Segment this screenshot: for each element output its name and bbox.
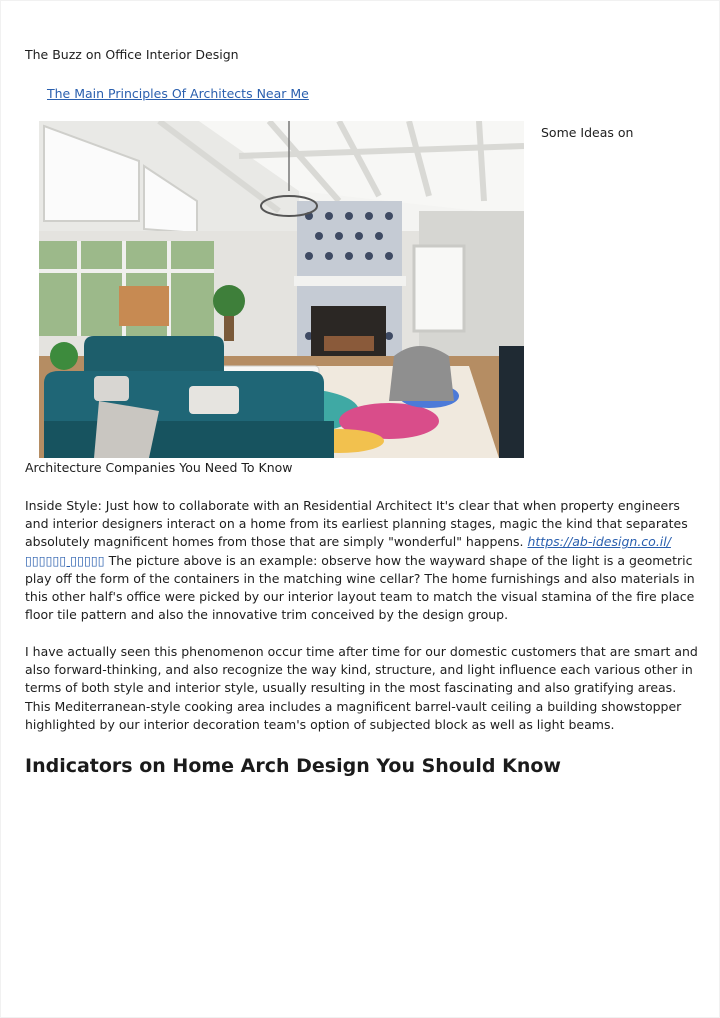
intro-title-line: The Buzz on Office Interior Design (25, 47, 239, 62)
paragraph-1 (25, 497, 701, 624)
ab-idesign-link[interactable]: https://ab-idesign.co.il/ ▯▯▯▯▯▯ ▯▯▯▯▯ (25, 534, 671, 568)
section-heading: Indicators on Home Arch Design You Should Know (25, 755, 561, 777)
image-caption: Architecture Companies You Need To Know (25, 460, 293, 475)
paragraph-1-text-start: Inside Style: Just how to collaborate with an Residential Architect It's clear that when property engineers and interior designers interact on a home from its earliest planning stages, magic the kind that separates absolutely magnificent homes from those that are simply "wonderful" happens. (25, 498, 688, 550)
living-room-photo (39, 121, 524, 458)
principles-link[interactable]: The Main Principles Of Architects Near Me (47, 86, 309, 101)
side-caption: Some Ideas on (541, 125, 634, 140)
paragraph-2: I have actually seen this phenomenon occur time after time for our domestic customers that are smart and also forward-thinking, and also recognize the way kind, structure, and light influence each various other in terms of both style and interior style, usually resulting in the most fascinating and also gratifying areas. This Mediterranean-style cooking area includes a magnificent barrel-vault ceiling a building showstopper highlighted by our interior decoration team's option of subjected block as well as light beams. (25, 644, 698, 732)
paragraph-1-text-end: The picture above is an example: observe how the wayward shape of the light is a geometric play off the form of the containers in the matching wine cellar? The home furnishings and also materials in this other half's office were picked by our interior layout team to match the visual stamina of the fire place floor tile pattern and also the innovative trim conceived by the design group. (25, 552, 695, 623)
